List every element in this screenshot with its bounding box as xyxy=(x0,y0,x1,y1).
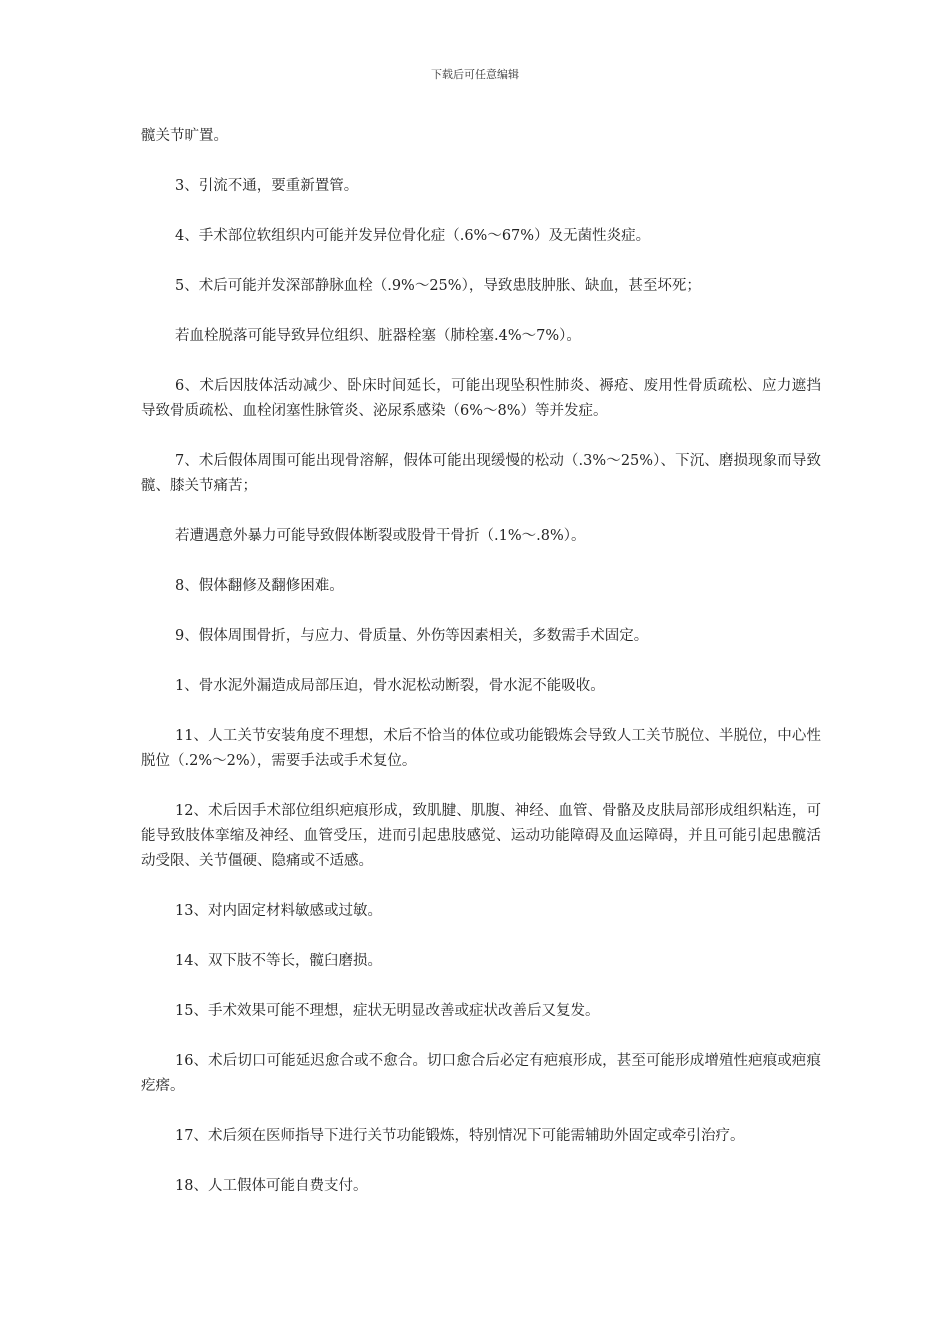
paragraph: 14、双下肢不等长，髋臼磨损。 xyxy=(175,953,382,969)
paragraph: 9、假体周围骨折，与应力、骨质量、外伤等因素相关，多数需手术固定。 xyxy=(175,628,649,644)
paragraph: 13、对内固定材料敏感或过敏。 xyxy=(175,903,382,919)
paragraph: 16、术后切口可能延迟愈合或不愈合。切口愈合后必定有疤痕形成，甚至可能形成增殖性疤痕或疤痕疙瘩。 xyxy=(141,1053,821,1094)
paragraph: 7、术后假体周围可能出现骨溶解，假体可能出现缓慢的松动（.3%～25%）、下沉、磨损现象而导致髋、膝关节痛苦； xyxy=(141,453,821,494)
paragraph: 若血栓脱落可能导致异位组织、脏器栓塞（肺栓塞.4%～7%）。 xyxy=(175,328,581,344)
paragraph: 18、人工假体可能自费支付。 xyxy=(175,1178,368,1194)
paragraph: 4、手术部位软组织内可能并发异位骨化症（.6%～67%）及无菌性炎症。 xyxy=(175,228,651,244)
paragraph: 1、骨水泥外漏造成局部压迫，骨水泥松动断裂，骨水泥不能吸收。 xyxy=(175,678,605,694)
paragraph: 若遭遇意外暴力可能导致假体断裂或股骨干骨折（.1%～.8%）。 xyxy=(175,528,586,544)
paragraph: 6、术后因肢体活动减少、卧床时间延长，可能出现坠积性肺炎、褥疮、废用性骨质疏松、应力遮挡导致骨质疏松、血栓闭塞性脉管炎、泌尿系感染（6%～8%）等并发症。 xyxy=(141,378,821,419)
paragraph: 5、术后可能并发深部静脉血栓（.9%～25%），导致患肢肿胀、缺血，甚至坏死； xyxy=(175,278,701,294)
paragraph: 11、人工关节安装角度不理想，术后不恰当的体位或功能锻炼会导致人工关节脱位、半脱位，中心性脱位（.2%～2%），需要手法或手术复位。 xyxy=(141,728,821,769)
paragraph: 髋关节旷置。 xyxy=(141,128,228,144)
page-header: 下载后可任意编辑 xyxy=(431,68,519,81)
paragraph: 8、假体翻修及翻修困难。 xyxy=(175,578,344,594)
document-body xyxy=(141,124,821,1224)
paragraph: 3、引流不通，要重新置管。 xyxy=(175,178,359,194)
paragraph: 12、术后因手术部位组织疤痕形成，致肌腱、肌腹、神经、血管、骨骼及皮肤局部形成组织粘连，可能导致肢体挛缩及神经、血管受压，进而引起患肢感觉、运动功能障碍及血运障碍，并且可能引起患髋活动受限、关节僵硬、隐痛或不适感。 xyxy=(141,803,821,869)
paragraph: 17、术后须在医师指导下进行关节功能锻炼，特别情况下可能需辅助外固定或牵引治疗。 xyxy=(175,1128,745,1144)
paragraph: 15、手术效果可能不理想，症状无明显改善或症状改善后又复发。 xyxy=(175,1003,600,1019)
